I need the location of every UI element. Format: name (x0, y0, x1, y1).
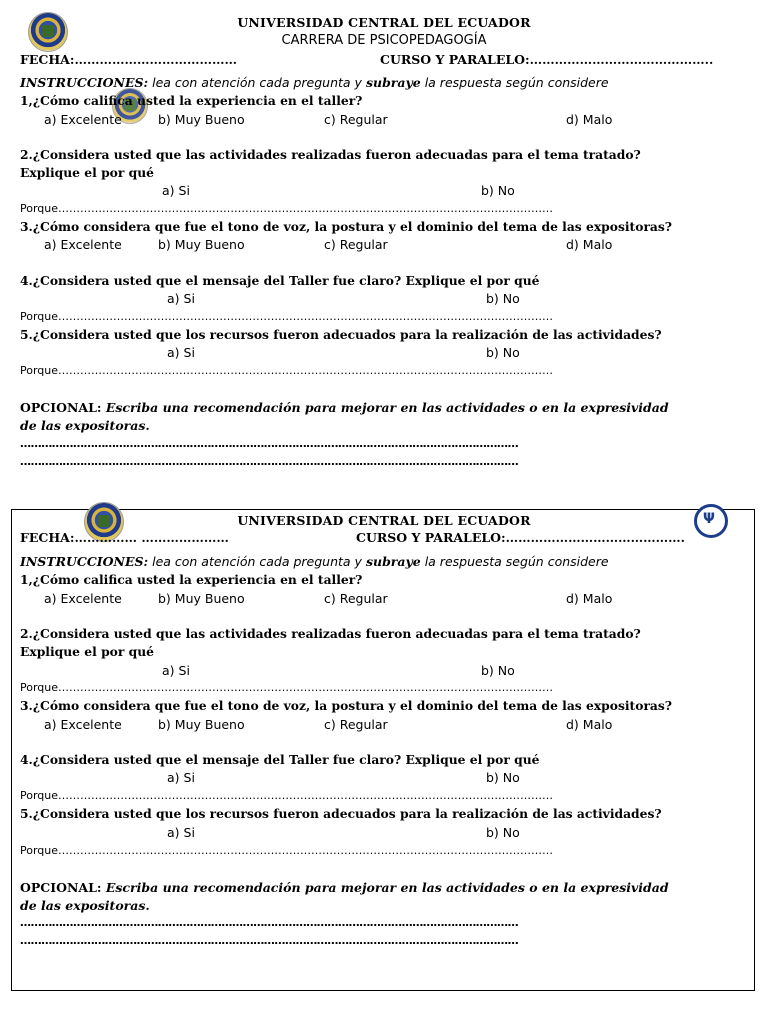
university-title: UNIVERSIDAD CENTRAL DEL ECUADOR (237, 15, 531, 30)
fecha-field[interactable]: FECHA:…………… ………………… (20, 530, 229, 545)
recommendation-line-2[interactable]: …………………………………………………………………………………………………………………………… (20, 455, 519, 468)
optional-label: OPCIONAL: (20, 880, 102, 895)
q1-option-b[interactable]: b) Muy Bueno (158, 112, 245, 127)
q2-porque-line[interactable]: Porque……………………………………………………………………………………………………………………… (20, 681, 554, 694)
instructions-text-a: lea con atención cada pregunta y (148, 554, 366, 569)
q3-option-a[interactable]: a) Excelente (44, 237, 122, 252)
q5-option-b[interactable]: b) No (486, 825, 520, 840)
q1-option-c[interactable]: c) Regular (324, 591, 388, 606)
q3-option-c[interactable]: c) Regular (324, 237, 388, 252)
optional-label: OPCIONAL: (20, 400, 102, 415)
recommendation-line-1[interactable]: …………………………………………………………………………………………………………………………… (20, 437, 519, 450)
q1-option-d[interactable]: d) Malo (566, 591, 613, 606)
q4-porque-line[interactable]: Porque……………………………………………………………………………………………………………………… (20, 789, 554, 802)
question-2-explain: Explique el por qué (20, 165, 154, 180)
q1-option-a[interactable]: a) Excelente (44, 591, 122, 606)
question-2-explain: Explique el por qué (20, 644, 154, 659)
recommendation-line-1[interactable]: …………………………………………………………………………………………………………………………… (20, 916, 519, 929)
instructions-label: INSTRUCCIONES: (20, 554, 149, 569)
q4-option-a[interactable]: a) Si (167, 291, 195, 306)
instructions (20, 554, 609, 569)
question-3: 3.¿Cómo considera que fue el tono de voz, la postura y el dominio del tema de las expositoras? (20, 698, 673, 713)
q2-option-a[interactable]: a) Si (162, 183, 190, 198)
q3-option-b[interactable]: b) Muy Bueno (158, 237, 245, 252)
optional-recommendation-2: de las expositoras. (20, 418, 150, 433)
q3-option-c[interactable]: c) Regular (324, 717, 388, 732)
q5-option-b[interactable]: b) No (486, 345, 520, 360)
q2-option-a[interactable]: a) Si (162, 663, 190, 678)
curso-paralelo-field[interactable]: CURSO Y PARALELO:…………………………………….. (380, 52, 714, 67)
optional-recommendation-2: de las expositoras. (20, 898, 150, 913)
university-title: UNIVERSIDAD CENTRAL DEL ECUADOR (237, 513, 531, 528)
q4-porque-line[interactable]: Porque……………………………………………………………………………………………………………………… (20, 310, 554, 323)
q1-option-a[interactable]: a) Excelente (44, 112, 122, 127)
q3-option-a[interactable]: a) Excelente (44, 717, 122, 732)
q3-option-d[interactable]: d) Malo (566, 717, 613, 732)
career-title: CARRERA DE PSICOPEDAGOGÍA (281, 33, 487, 48)
q5-porque-line[interactable]: Porque……………………………………………………………………………………………………………………… (20, 364, 554, 377)
q4-option-b[interactable]: b) No (486, 770, 520, 785)
curso-paralelo-field[interactable]: CURSO Y PARALELO:……………………………………. (356, 530, 686, 545)
q1-option-b[interactable]: b) Muy Bueno (158, 591, 245, 606)
q4-option-a[interactable]: a) Si (167, 770, 195, 785)
q3-option-d[interactable]: d) Malo (566, 237, 613, 252)
q4-option-b[interactable]: b) No (486, 291, 520, 306)
question-5: 5.¿Considera usted que los recursos fueron adecuados para la realización de las actividades? (20, 806, 662, 821)
psicopedagogia-logo-icon: Ψ (694, 504, 728, 538)
q3-option-b[interactable]: b) Muy Bueno (158, 717, 245, 732)
q5-option-a[interactable]: a) Si (167, 345, 195, 360)
instructions-emphasis: subraye (365, 75, 421, 90)
q5-porque-line[interactable]: Porque……………………………………………………………………………………………………………………… (20, 844, 554, 857)
instructions (20, 75, 609, 90)
question-5: 5.¿Considera usted que los recursos fueron adecuados para la realización de las actividades? (20, 327, 662, 342)
optional-recommendation (20, 400, 669, 415)
question-1: 1,¿Cómo califica usted la experiencia en el taller? (20, 572, 363, 587)
optional-text: Escriba una recomendación para mejorar en las actividades o en la expresividad (101, 880, 669, 895)
instructions-emphasis: subraye (365, 554, 421, 569)
question-2: 2.¿Considera usted que las actividades realizadas fueron adecuadas para el tema tratado? (20, 626, 641, 641)
question-4: 4.¿Considera usted que el mensaje del Taller fue claro? Explique el por qué (20, 752, 540, 767)
q2-option-b[interactable]: b) No (481, 183, 515, 198)
question-1: 1,¿Cómo califica usted la experiencia en el taller? (20, 93, 363, 108)
question-2: 2.¿Considera usted que las actividades realizadas fueron adecuadas para el tema tratado? (20, 147, 641, 162)
q1-option-d[interactable]: d) Malo (566, 112, 613, 127)
instructions-label: INSTRUCCIONES: (20, 75, 149, 90)
instructions-text-c: la respuesta según considere (420, 554, 609, 569)
q2-porque-line[interactable]: Porque……………………………………………………………………………………………………………………… (20, 202, 554, 215)
q1-option-c[interactable]: c) Regular (324, 112, 388, 127)
optional-recommendation (20, 880, 669, 895)
q2-option-b[interactable]: b) No (481, 663, 515, 678)
instructions-text-a: lea con atención cada pregunta y (148, 75, 366, 90)
q5-option-a[interactable]: a) Si (167, 825, 195, 840)
question-3: 3.¿Cómo considera que fue el tono de voz, la postura y el dominio del tema de las expositoras? (20, 219, 673, 234)
fecha-field[interactable]: FECHA:………………………………… (20, 52, 237, 67)
question-4: 4.¿Considera usted que el mensaje del Taller fue claro? Explique el por qué (20, 273, 540, 288)
optional-text: Escriba una recomendación para mejorar en las actividades o en la expresividad (101, 400, 669, 415)
recommendation-line-2[interactable]: …………………………………………………………………………………………………………………………… (20, 934, 519, 947)
instructions-text-c: la respuesta según considere (420, 75, 609, 90)
